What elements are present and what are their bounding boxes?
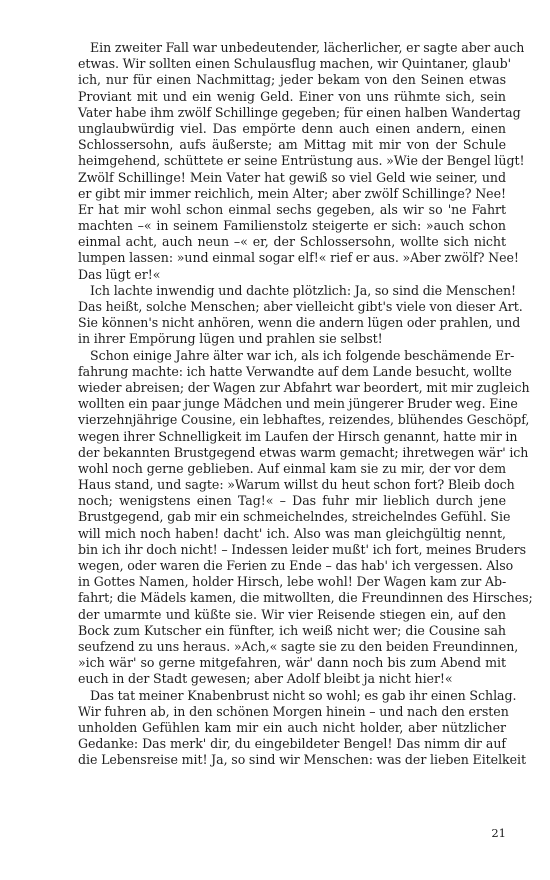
text-line: Das lügt er!«	[78, 266, 161, 282]
text-line: Brustgegend, gab mir ein schmeichelndes, streichelndes Gefühl. Sie	[78, 509, 511, 525]
text-line: Er hat mir wohl schon einmal sechs gegeben, als wir so 'ne Fahrt	[78, 201, 506, 217]
text-line: ich, nur für einen Nachmittag; jeder bekam von den Seinen etwas	[78, 72, 506, 88]
text-line: Ein zweiter Fall war unbedeutender, lächerlicher, er sagte aber auch	[90, 40, 525, 55]
text-line: in ihrer Empörung lügen und prahlen sie selbst!	[78, 331, 383, 347]
text-line: bin ich ihr doch nicht! – Indessen leider mußt' ich fort, meines Bruders	[78, 541, 526, 557]
text-line: er gibt mir immer reichlich, mein Alter; aber zwölf Schillinge? Nee!	[78, 185, 506, 201]
text-line: Das tat meiner Knabenbrust nicht so wohl; es gab ihr einen Schlag.	[90, 687, 517, 703]
text-line: Schlossersohn, aufs äußerste; am Mittag mit mir von der Schule	[78, 137, 506, 153]
text-line: Vater habe ihm zwölf Schillinge gegeben; für einen halben Wandertag	[78, 104, 521, 120]
text-line: unglaubwürdig viel. Das empörte denn auch einen andern, einen	[78, 120, 506, 136]
text-line: Sie können's nicht anhören, wenn die andern lügen oder prahlen, und	[78, 315, 521, 331]
text-line: Gedanke: Das merk' dir, du eingebildeter Bengel! Das nimm dir auf	[78, 736, 506, 752]
text-line: Schon einige Jahre älter war ich, als ich folgende beschämende Er-	[90, 347, 515, 363]
text-line: wollten ein paar junge Mädchen und mein jüngerer Bruder weg. Eine	[78, 396, 518, 412]
text-line: seufzend zu uns heraus. »Ach,« sagte sie zu den beiden Freundinnen,	[78, 638, 519, 654]
page-number: 21	[491, 826, 506, 840]
text-line: der umarmte und küßte sie. Wir vier Reisende stiegen ein, auf den	[78, 606, 506, 622]
body-text	[78, 40, 533, 768]
text-line: etwas. Wir sollten einen Schulausflug machen, wir Quintaner, glaub'	[78, 56, 512, 72]
text-line: wegen ihrer Schnelligkeit im Laufen der Hirsch genannt, hatte mir in	[78, 428, 518, 444]
text-line: heimgehend, schüttete er seine Entrüstung aus. »Wie der Bengel lügt!	[78, 153, 525, 169]
text-line: einmal acht, auch neun –« er, der Schlossersohn, wollte sich nicht	[78, 234, 506, 250]
text-line: fahrt; die Mädels kamen, die mitwollten, die Freundinnen des Hirsches;	[78, 590, 533, 606]
text-line: die Lebensreise mit! Ja, so sind wir Menschen: was der lieben Eitelkeit	[78, 752, 527, 768]
text-line: wieder abreisen; der Wagen zur Abfahrt war beordert, mit mir zugleich	[78, 379, 530, 395]
text-line: in Gottes Namen, holder Hirsch, lebe wohl! Der Wagen kam zur Ab-	[78, 574, 507, 590]
text-line: will mich noch haben! dacht' ich. Also was man gleichgültig nennt,	[78, 525, 506, 541]
text-line: der bekannten Brustgegend etwas warm gemacht; ihretwegen wär' ich	[78, 444, 529, 460]
text-line: machten –« in seinem Familienstolz steigerte er sich: »auch schon	[78, 218, 506, 234]
text-line: wegen, oder waren die Ferien zu Ende – das hab' ich vergessen. Also	[78, 558, 514, 573]
text-line: lumpen lassen: »und einmal sogar elf!« rief er aus. »Aber zwölf? Nee!	[78, 250, 519, 266]
text-line: Zwölf Schillinge! Mein Vater hat gewiß so viel Geld wie seiner, und	[78, 169, 506, 185]
text-line: Ich lachte inwendig und dachte plötzlich: Ja, so sind die Menschen!	[90, 282, 517, 298]
text-line: Haus stand, und sagte: »Warum willst du heut schon fort? Bleib doch	[78, 477, 515, 493]
text-line: vierzehnjährige Cousine, ein lebhaftes, reizendes, blühendes Geschöpf,	[78, 412, 530, 428]
text-line: Proviant mit und ein wenig Geld. Einer von uns rühmte sich, sein	[78, 88, 506, 104]
text-line: Das heißt, solche Menschen; aber vielleicht gibt's viele von dieser Art.	[78, 299, 523, 314]
text-line: unholden Gefühlen kam mir ein auch nicht holder, aber nützlicher	[78, 719, 506, 735]
text-line: noch; wenigstens einen Tag!« – Das fuhr mir lieblich durch jene	[78, 493, 506, 509]
text-line: »ich wär' so gerne mitgefahren, wär' dann noch bis zum Abend mit	[78, 655, 506, 671]
text-line: wohl noch gerne geblieben. Auf einmal kam sie zu mir, der vor dem	[78, 460, 506, 476]
text-line: euch in der Stadt gewesen; aber Adolf bleibt ja nicht hier!«	[78, 671, 453, 687]
text-line: Bock zum Kutscher ein fünfter, ich weiß nicht wer; die Cousine sah	[78, 622, 506, 638]
text-line: Wir fuhren ab, in den schönen Morgen hinein – und nach den ersten	[78, 703, 509, 719]
text-line: fahrung machte: ich hatte Verwandte auf dem Lande besucht, wollte	[78, 363, 512, 379]
